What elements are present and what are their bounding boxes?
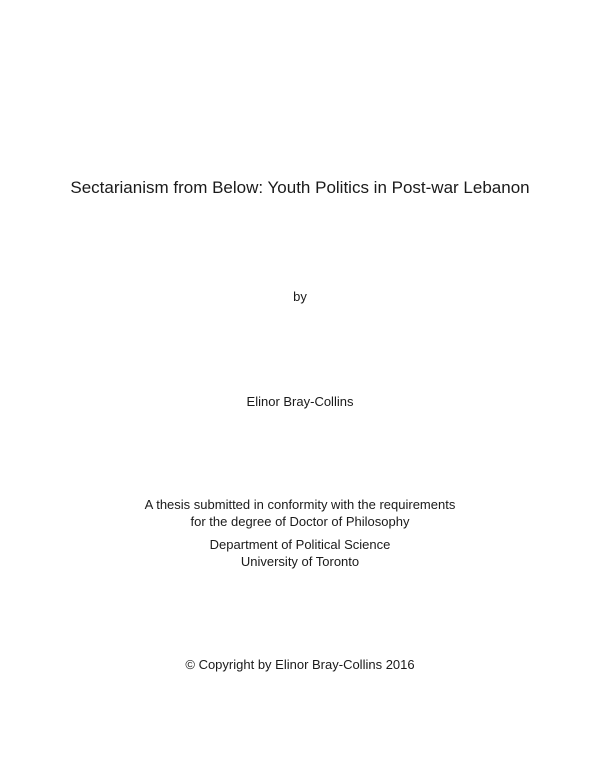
by-line: by [293,289,307,304]
thesis-statement-line-2: for the degree of Doctor of Philosophy [190,514,410,529]
author-name: Elinor Bray-Collins [246,394,354,409]
thesis-statement-line-1: A thesis submitted in conformity with the requirements [144,497,456,512]
university-name: University of Toronto [240,554,360,569]
copyright-notice: © Copyright by Elinor Bray-Collins 2016 [185,657,415,672]
thesis-title: Sectarianism from Below: Youth Politics in Post-war Lebanon [70,178,530,197]
department-name: Department of Political Science [209,537,391,552]
